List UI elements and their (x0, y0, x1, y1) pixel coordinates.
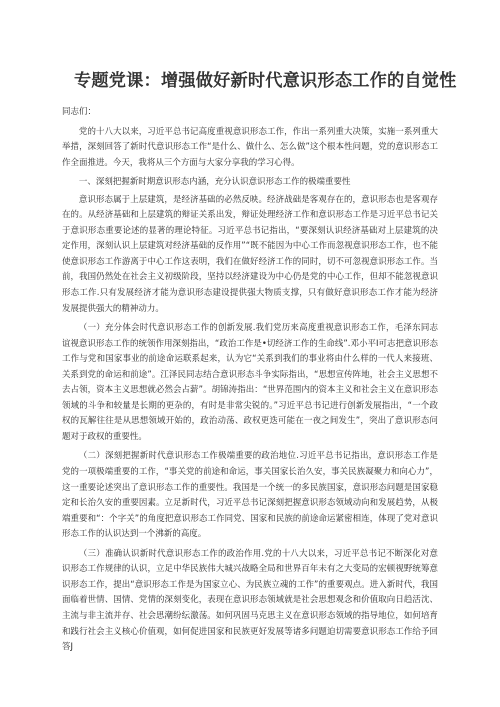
intro-paragraph: 党的十八大以来，习近平总书记高度重视意识形态工作，作出一系列重大决策，实施一系列重大举措，深刻回答了新时代意识形态工作“是什么、做什么、怎么做”这个根本性问题，党的意识形态工作全面推进。今天，我将从三个方面与大家分享我的学习心得。 (62, 125, 438, 167)
subsection-3-paragraph: （三）准确认识新时代意识形态工作的政治作用.党的十八大以来，习近平总书记不断深化对意识形态工作规律的认识，立足中华民族伟大城兴战略全局和世界百年未有之大变局的宏顿视野统筹意识形态工作，提出“意识形态工作是为国家立心、为民族立魂的工作”的重要观点。进入新时代，我国面临着世情、国情、党情的深刻变化，表现在意识形态领域就是社会思想观念和价值取向日趋活沈、主流与非主流并存、社会思潮纷纭激荡。如何巩固马克思主义在意识形态领域的指导地位，如何培育和践行社会主义核心价值观，如何促进国家和民族更好发展等诸多问题迫切需要意识形态工作给予回答J (62, 547, 438, 652)
greeting: 同志们： (62, 106, 96, 116)
subsection-2-paragraph: （二）深刻把握新时代意识形态工作极端重要的政治地位.习近平总书记指出，意识形态工作是党的一项极端重要的工作，“事关党的前途和命运，事关国家长治久安，事关民族凝聚力和向心力”，这一重要论述突出了意识形态工作的重要性。我国是一个统一的多民族国家，意识形态问题是国家稳定和长治久安的重要因素。立足新时代，习近平总书记深刻把握意识形态领域动向和发展趋势，从极端重要和“：个字关”的角度把意识形态工作同党、国家和民族的前途命运紧密相连，体现了党对意识形态工作的认识达到一个沸新的高度。 (62, 450, 438, 539)
document-body (62, 104, 438, 655)
subsection-1-paragraph: （一）充分体会时代意识形态工作的创新发展.我们党历来高度重视意识形态工作，毛泽东同志谊视意识形态工作的统领作用深刻指出，“政治工作是•切经济工作的生命线”.邓小平I可志把意识形态工作与党和国家事业的前途命运联系起来，认为它“关系到我们的事业将由什么样的一代人来接班、关系到党的命运和前途”。江泽民同志结合意识形态斗争实际指出，“思想宣传阵地，社会主义思想不去占领，资本主义思想就必然会占薪”。胡锦涛指出：“世界范围内的资本主义和社会主义在意识形态领域的斗争和较量是长期的更杂的，有时是非常尖锐的。”习近平总书记进行创新发展指出，“一个政权的瓦解往往是从思想领域开始的，政治动荡、政权更迭可能在一夜之间发生”，突出了意识形态问题对于政权的重要性。 (62, 322, 438, 441)
section-heading-1: 一、深刻把握新时期意识形态内涵，充分认识意识形态工作的极端重要性 (78, 176, 351, 187)
section-1-paragraph: 意识形态属于上层建筑，是经济基础的必然反映。经济战础是客观存在的，意识形态也是客观存在的。从经济基础和上层建筑的辩证关系出发，辩证处理经济工作和意识形态工作是习近平总书记关于意识形态重要论述的显著的理论特征。习近平总书记指出，“要深刻认识经济基础对上层建筑的决定作用，深刻认识上层建筑对经济基础的反作用”“既不能因为中心工作而忽视意识形态工作，也不能使意识形态工作游离于中心工作这表明，我们在做好经济工作的同时，切不可忽视意识形态工作。当前，我国仍然处在社会主义初级阶段，坚持以经济建设为中心仍是党的中心工作，但却不能忽视意识形态工作.只有发展经济才能为意识形态建设提供强大物质支撑，只有做好意识形态工作才能为经济发展提供强大的精神动力。 (62, 193, 438, 313)
page-title: 专题党课：增强做好新时代意识形态工作的自觉性 (74, 71, 457, 91)
